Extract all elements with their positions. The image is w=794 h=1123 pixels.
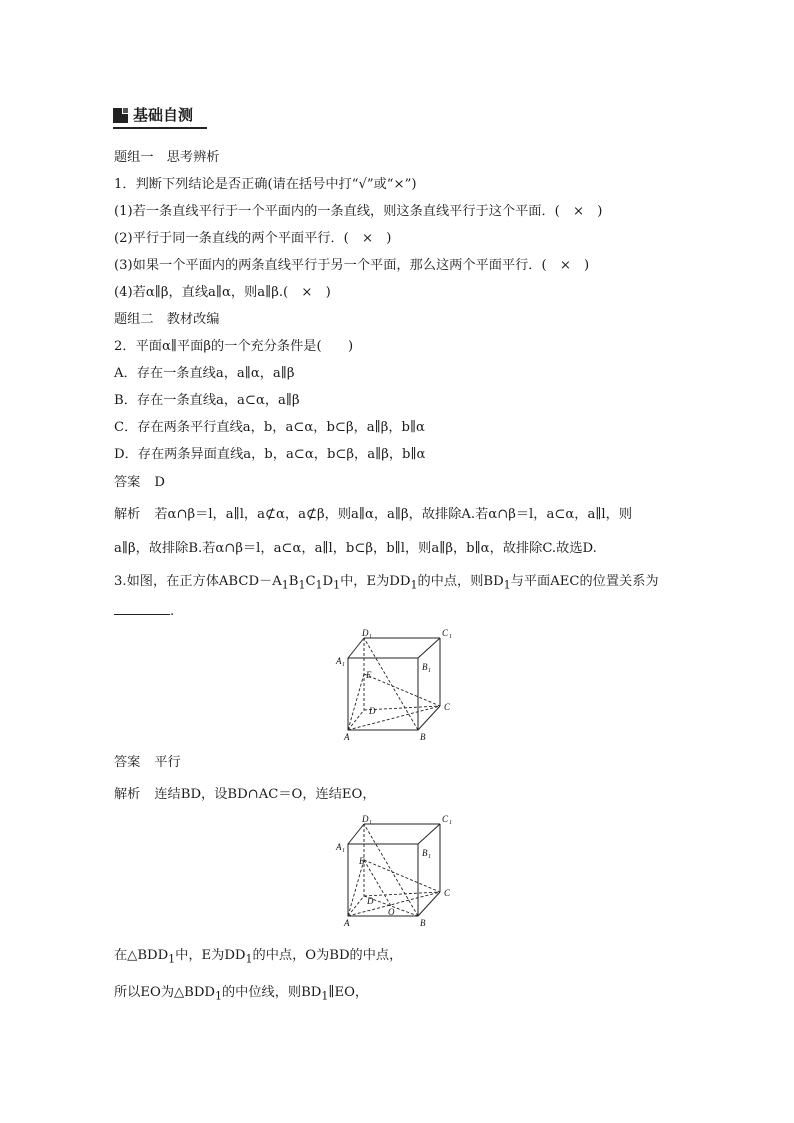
explanation-2-line-1 — [114, 506, 632, 524]
proof-line-1: 在$\triangle BDD_1$中，E为$DD_1$的中点，O为BD的中点， — [114, 948, 403, 966]
svg-text:1: 1 — [449, 634, 452, 640]
svg-text:1: 1 — [342, 662, 345, 668]
svg-text:B: B — [420, 918, 426, 928]
svg-text:D: D — [362, 814, 369, 824]
svg-text:1: 1 — [342, 848, 345, 854]
edge-bc — [418, 706, 440, 730]
section-title: 基础自测 — [133, 106, 194, 124]
label-e: E — [366, 670, 372, 680]
label-c: C — [444, 702, 451, 712]
explanation-3: 解析 连结BD，设BD∩AC＝O，连结EO， — [114, 787, 376, 802]
option-d: D．存在两条异面直线a，b，a⊂α，b⊂β，a∥β，b∥α — [114, 447, 426, 462]
section-underline — [113, 127, 207, 129]
answer-3: 答案 平行 — [114, 755, 181, 770]
svg-text:1: 1 — [449, 820, 452, 826]
label-o: O — [388, 907, 395, 917]
option-b: B．存在一条直线a，a⊂α，a∥β — [114, 393, 300, 408]
statement-1-2: (2)平行于同一条直线的两个平面平行．( × ) — [114, 231, 392, 246]
question-2: 2．平面α∥平面β的一个充分条件是( ) — [114, 339, 354, 354]
label-d1: D — [362, 628, 369, 638]
statement-1-4: (4)若α∥β，直线a∥α，则a∥β.( × ) — [114, 285, 331, 300]
section-header — [113, 105, 207, 129]
explanation-2-line-2: a∥β，故排除B.若α∩β＝l，a⊂α，a∥l，b⊂β，b∥l，则a∥β，b∥α，故排除C.故选D. — [114, 541, 597, 556]
answer-3-value: 平行 — [154, 755, 181, 770]
segment-bd1 — [364, 638, 418, 730]
cube-figure-1 — [334, 626, 462, 748]
svg-text:1: 1 — [369, 634, 372, 640]
option-a: A．存在一条直线a，a∥α，a∥β — [114, 366, 295, 381]
explanation-2-text-1: 若α∩β＝l，a∥l，a⊄α，a⊄β，则a∥α，a∥β，故排除A.若α∩β＝l，a⊂α，a∥l，则 — [154, 507, 633, 522]
question-3: 3.如图，在正方体$ABCD-A_1B_1C_1D_1$中，E为$DD_1$的中点，则$BD_1$与平面AEC的位置关系为 — [114, 574, 659, 592]
answer-blank — [114, 600, 170, 615]
group-2-heading: 题组二 教材改编 — [114, 312, 220, 327]
svg-text:C: C — [444, 888, 451, 898]
label-c1: C — [442, 628, 449, 638]
svg-text:1: 1 — [369, 820, 372, 826]
segment-ec — [364, 674, 440, 706]
label-a: A — [344, 732, 350, 742]
segment-ac — [348, 706, 440, 730]
section-marker-icon — [113, 108, 128, 123]
edge-b1c1 — [418, 638, 440, 658]
svg-text:1: 1 — [428, 854, 431, 860]
question-1: 1．判断下列结论是否正确(请在括号中打“√”或“×”) — [114, 177, 417, 192]
label-a1: A — [336, 656, 342, 666]
svg-text:A: A — [336, 842, 342, 852]
option-c: C．存在两条平行直线a，b，a⊂α，b⊂β，a∥β，b∥α — [114, 420, 425, 435]
svg-text:C: C — [442, 814, 449, 824]
label-d: D — [369, 706, 376, 716]
statement-1-1: (1)若一条直线平行于一个平面内的一条直线，则这条直线平行于这个平面．( × ) — [114, 204, 603, 219]
answer-blank-line: . — [114, 600, 174, 621]
answer-label: 答案 — [114, 475, 141, 490]
svg-text:E: E — [359, 856, 365, 866]
cube-figure-2 — [334, 814, 462, 936]
explanation-label: 解析 — [114, 507, 141, 522]
svg-text:D: D — [367, 896, 374, 906]
svg-text:1: 1 — [428, 668, 431, 674]
label-b1: B — [422, 662, 428, 672]
proof-line-2: 所以EO为$\triangle BDD_1$的中位线，则$BD_1\parallel EO$， — [114, 985, 369, 1003]
statement-1-3: (3)如果一个平面内的两条直线平行于另一个平面，那么这两个平面平行．( × ) — [114, 258, 590, 273]
label-b: B — [420, 732, 426, 742]
group-1-heading: 题组一 思考辨析 — [114, 150, 220, 165]
svg-text:B: B — [422, 848, 428, 858]
edge-a1d1 — [348, 638, 364, 658]
segment-ea — [348, 674, 364, 730]
answer-2-value: D — [154, 475, 165, 490]
answer-2 — [114, 474, 165, 492]
svg-text:A: A — [344, 918, 350, 928]
